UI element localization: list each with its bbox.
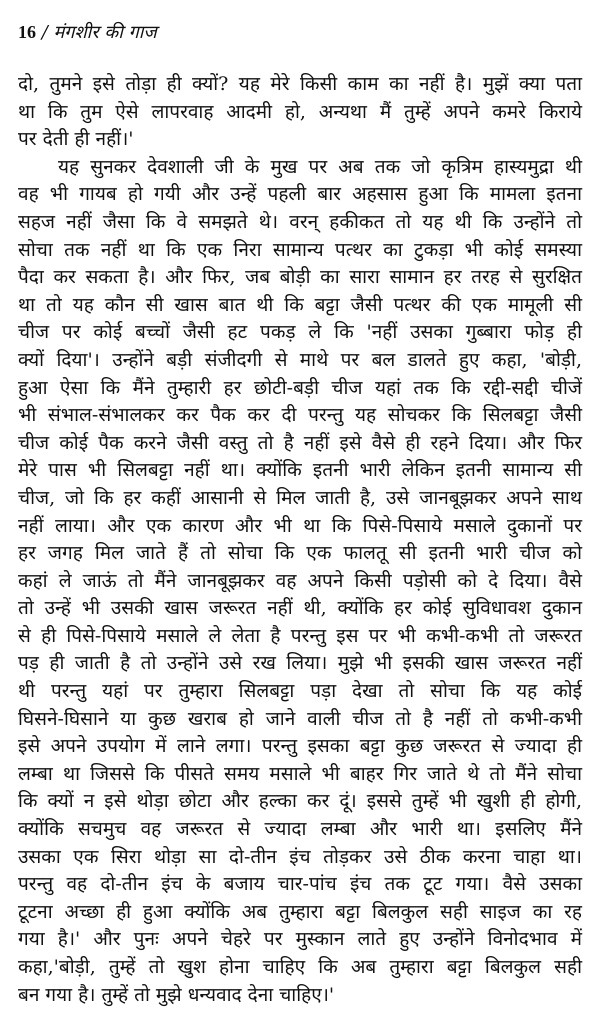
- text-line: इसे अपने उपयोग में लाने लगा। परन्तु इसका बट्टा कुछ जरूरत से ज्यादा ही: [18, 735, 582, 758]
- running-header: [18, 20, 157, 44]
- text-line: था कि तुम ऐसे लापरवाह आदमी हो, अन्यथा मैं तुम्हें अपने कमरे किराये: [18, 100, 582, 123]
- text-line: पर देती ही नहीं।': [18, 128, 134, 151]
- text-line: क्योंकि सचमुच वह जरूरत से ज्यादा लम्बा और भारी था। इसलिए मैंने: [18, 818, 582, 841]
- text-line: कि क्यों न इसे थोड़ा छोटा और हल्का कर दूं। इससे तुम्हें भी खुशी ही होगी,: [18, 790, 582, 813]
- text-line: लम्बा था जिससे कि पीसते समय मसाले भी बाहर गिर जाते थे तो मैंने सोचा: [18, 762, 582, 785]
- text-line: बन गया है। तुम्हें तो मुझे धन्यवाद देना चाहिए।': [18, 983, 335, 1006]
- text-line: पड़ ही जाती है तो उन्होंने उसे रख लिया। मुझे भी इसकी खास जरूरत नहीं: [18, 652, 582, 675]
- text-line: टूटना अच्छा ही हुआ क्योंकि अब तुम्हारा बट्टा बिलकुल सही साइज का रह: [18, 900, 582, 923]
- text-line: दो, तुमने इसे तोड़ा ही क्यों? यह मेरे किसी काम का नहीं है। मुझें क्या पता: [18, 73, 582, 95]
- text-line: हर जगह मिल जाते हैं तो सोचा कि एक फालतू सी इतनी भारी चीज को: [18, 542, 582, 565]
- text-line: चीज पर कोई बच्चों जैसी हट पकड़ ले कि 'नहीं उसका गुब्बारा फोड़ ही: [18, 321, 582, 344]
- text-line: नहीं लाया। और एक कारण और भी था कि पिसे-पिसाये मसाले दुकानों पर: [18, 514, 582, 537]
- text-line: मेरे पास भी सिलबट्टा नहीं था। क्योंकि इतनी भारी लेकिन इतनी सामान्य सी: [18, 459, 582, 482]
- text-line: तो उन्हें भी उसकी खास जरूरत नहीं थी, क्योंकि हर कोई सुविधावश दुकान: [18, 597, 582, 620]
- text-line: थी परन्तु यहां पर तुम्हारा सिलबट्टा पड़ा देखा तो सोचा कि यह कोई: [18, 680, 582, 703]
- header-separator: /: [41, 22, 48, 43]
- text-line: घिसने-घिसाने या कुछ खराब हो जाने वाली चीज तो है नहीं तो कभी-कभी: [18, 707, 582, 730]
- book-title: मंगशीर की गाज: [53, 22, 157, 43]
- text-line: सहज नहीं जैसा कि वे समझते थे। वरन् हकीकत तो यह थी कि उन्होंने तो: [18, 210, 582, 233]
- text-line: वह भी गायब हो गयी और उन्हें पहली बार अहसास हुआ कि मामला इतना: [18, 183, 582, 206]
- text-line: सोचा तक नहीं था कि एक निरा सामान्य पत्थर का टुकड़ा भी कोई समस्या: [18, 238, 582, 261]
- text-line: कहा,'बोड़ी, तुम्हें तो खुश होना चाहिए कि अब तुम्हारा बट्टा बिलकुल सही: [18, 956, 582, 978]
- page-number: 16: [18, 22, 36, 42]
- paragraph-start-line: यह सुनकर देवशाली जी के मुख पर अब तक जो कृत्रिम हास्यमुद्रा थी: [58, 155, 582, 178]
- text-line: भी संभाल-संभालकर कर पैक कर दी परन्तु यह सोचकर कि सिलबट्टा जैसी: [18, 404, 582, 427]
- text-line: चीज कोई पैक करने जैसी वस्तु तो है नहीं इसे वैसे ही रहने दिया। और फिर: [18, 431, 582, 454]
- text-line: क्यों दिया'। उन्होंने बड़ी संजीदगी से माथे पर बल डालते हुए कहा, 'बोड़ी,: [18, 348, 582, 371]
- text-line: था तो यह कौन सी खास बात थी कि बट्टा जैसी पत्थर की एक मामूली सी: [18, 293, 582, 316]
- text-line: हुआ ऐसा कि मैंने तुम्हारी हर छोटी-बड़ी चीज यहां तक कि रद्दी-सद्दी चीजें: [18, 376, 582, 399]
- text-line: से ही पिसे-पिसाये मसाले ले लेता है परन्तु इस पर भी कभी-कभी तो जरूरत: [18, 624, 582, 647]
- text-line: कहां ले जाऊं तो मैंने जानबूझकर वह अपने किसी पड़ोसी को दे दिया। वैसे: [18, 569, 582, 592]
- text-line: उसका एक सिरा थोड़ा सा दो-तीन इंच तोड़कर उसे ठीक करना चाहा था।: [18, 845, 582, 868]
- page-body-text: [18, 71, 582, 1009]
- text-line: पैदा कर सकता है। और फिर, जब बोड़ी का सारा सामान हर तरह से सुरक्षित: [18, 266, 582, 289]
- text-line: चीज, जो कि हर कहीं आसानी से मिल जाती है, उसे जानबूझकर अपने साथ: [18, 486, 582, 509]
- text-line: परन्तु वह दो-तीन इंच के बजाय चार-पांच इंच तक टूट गया। वैसे उसका: [18, 873, 582, 896]
- text-line: गया है।' और पुनः अपने चेहरे पर मुस्कान लाते हुए उन्होंने विनोदभाव में: [18, 928, 582, 951]
